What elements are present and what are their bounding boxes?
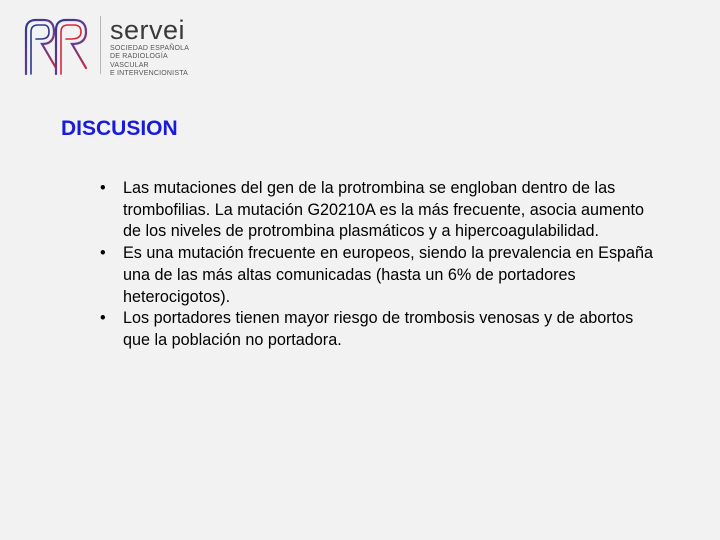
logo-text <box>110 16 189 78</box>
bullet-item <box>98 178 658 243</box>
logo-name: servei <box>110 15 186 45</box>
bullet-dot-icon: • <box>100 244 106 263</box>
bullet-item <box>98 243 658 308</box>
logo-subtitle-line: SOCIEDAD ESPAÑOLA <box>110 45 190 52</box>
servei-logo-mark-icon <box>22 16 90 76</box>
bullet-dot-icon: • <box>100 309 106 328</box>
logo-divider <box>100 16 101 74</box>
slide-title: DISCUSION <box>61 117 178 140</box>
servei-logo <box>22 16 189 78</box>
logo-subtitle <box>110 45 189 78</box>
bullet-text: Los portadores tienen mayor riesgo de trombosis venosas y de abortos que la población no portadora. <box>123 309 634 349</box>
bullet-text: Las mutaciones del gen de la protrombina se engloban dentro de las trombofilias. La mutación G20210A es la más frecuente, asocia aumento de los niveles de protrombina plasmáticos y a hipercoagulabilidad. <box>123 179 644 241</box>
logo-subtitle-line: VASCULAR <box>110 61 149 69</box>
bullet-dot-icon: • <box>100 179 106 197</box>
logo-subtitle-line: DE RADIOLOGÍA <box>110 53 168 61</box>
bullet-item <box>98 308 658 351</box>
bullet-list <box>98 178 658 352</box>
bullet-text: Es una mutación frecuente en europeos, siendo la prevalencia en España una de las más altas comunicadas (hasta un 6% de portadores heterocigotos). <box>123 244 654 306</box>
logo-subtitle-line: E INTERVENCIONISTA <box>110 69 189 77</box>
